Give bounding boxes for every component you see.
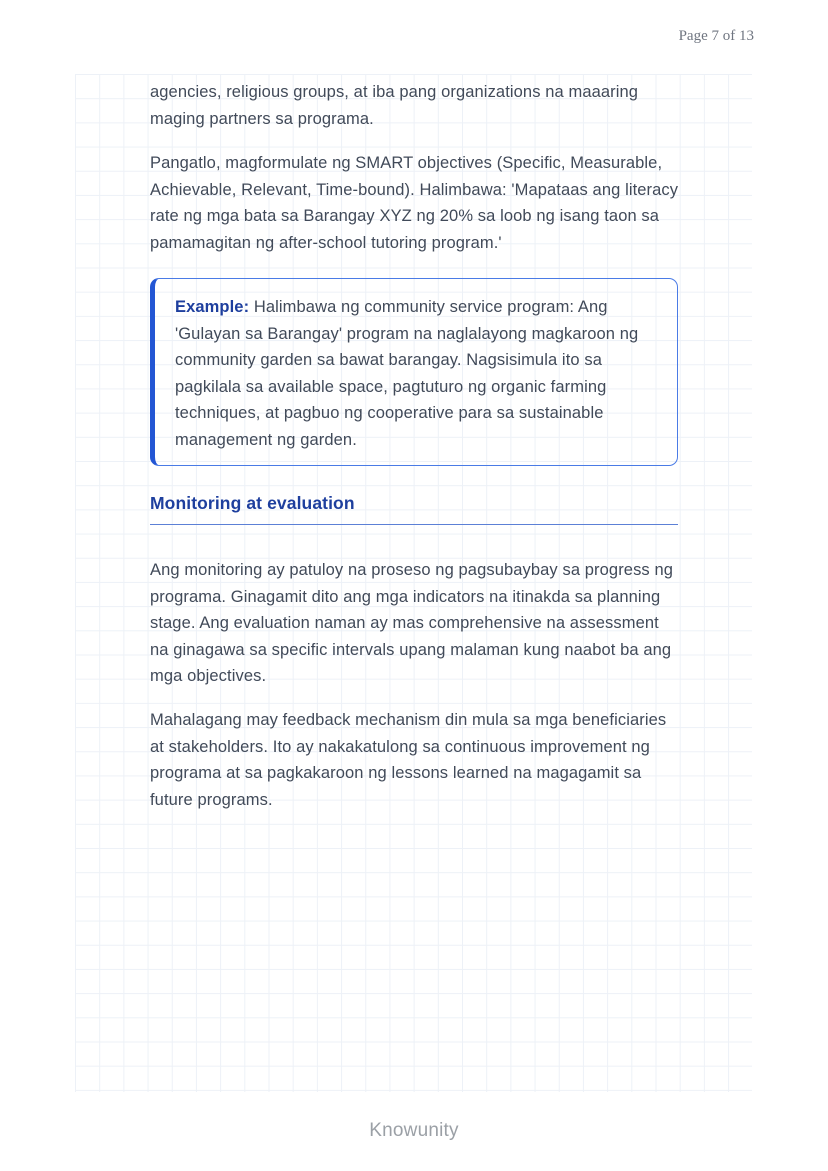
body-paragraph: Mahalagang may feedback mechanism din mula sa mga beneficiaries at stakeholders. Ito ay nakakatulong sa continuous improvement ng programa at sa pagkakaroon ng lessons learned na magagamit sa future programs. (150, 711, 667, 809)
body-paragraph: Pangatlo, magformulate ng SMART objectives (Specific, Measurable, Achievable, Relevant, Time-bound). Halimbawa: 'Mapataas ang literacy rate ng mga bata sa Barangay XYZ ng 20% sa loob ng isang taon sa pamamagitan ng after-school tutoring program.' (150, 154, 679, 252)
example-callout (150, 278, 678, 466)
example-label: Example: (175, 298, 250, 316)
page-indicator: Page 7 of 13 (678, 28, 754, 44)
body-paragraph: Ang monitoring ay patuloy na proseso ng pagsubaybay sa progress ng programa. Ginagamit dito ang mga indicators na itinakda sa planning stage. Ang evaluation naman ay mas comprehensive na assessment na ginagawa sa specific intervals upang malaman kung naabot ba ang mga objectives. (150, 561, 674, 685)
footer-brand: Knowunity (369, 1120, 459, 1141)
heading-divider (150, 524, 678, 525)
body-paragraph: agencies, religious groups, at iba pang organizations na maaaring maging partners sa programa. (150, 83, 639, 128)
grid-sheet (75, 74, 752, 1092)
example-paragraph (155, 279, 677, 453)
section-heading: Monitoring at evaluation (150, 493, 355, 513)
example-body-text: Halimbawa ng community service program: Ang 'Gulayan sa Barangay' program na naglalayong magkaroon ng community garden sa bawat barangay. Nagsisimula ito sa pagkilala sa available space, pagtuturo ng organic farming techniques, at pagbuo ng cooperative para sa sustainable management ng garden. (175, 298, 639, 449)
